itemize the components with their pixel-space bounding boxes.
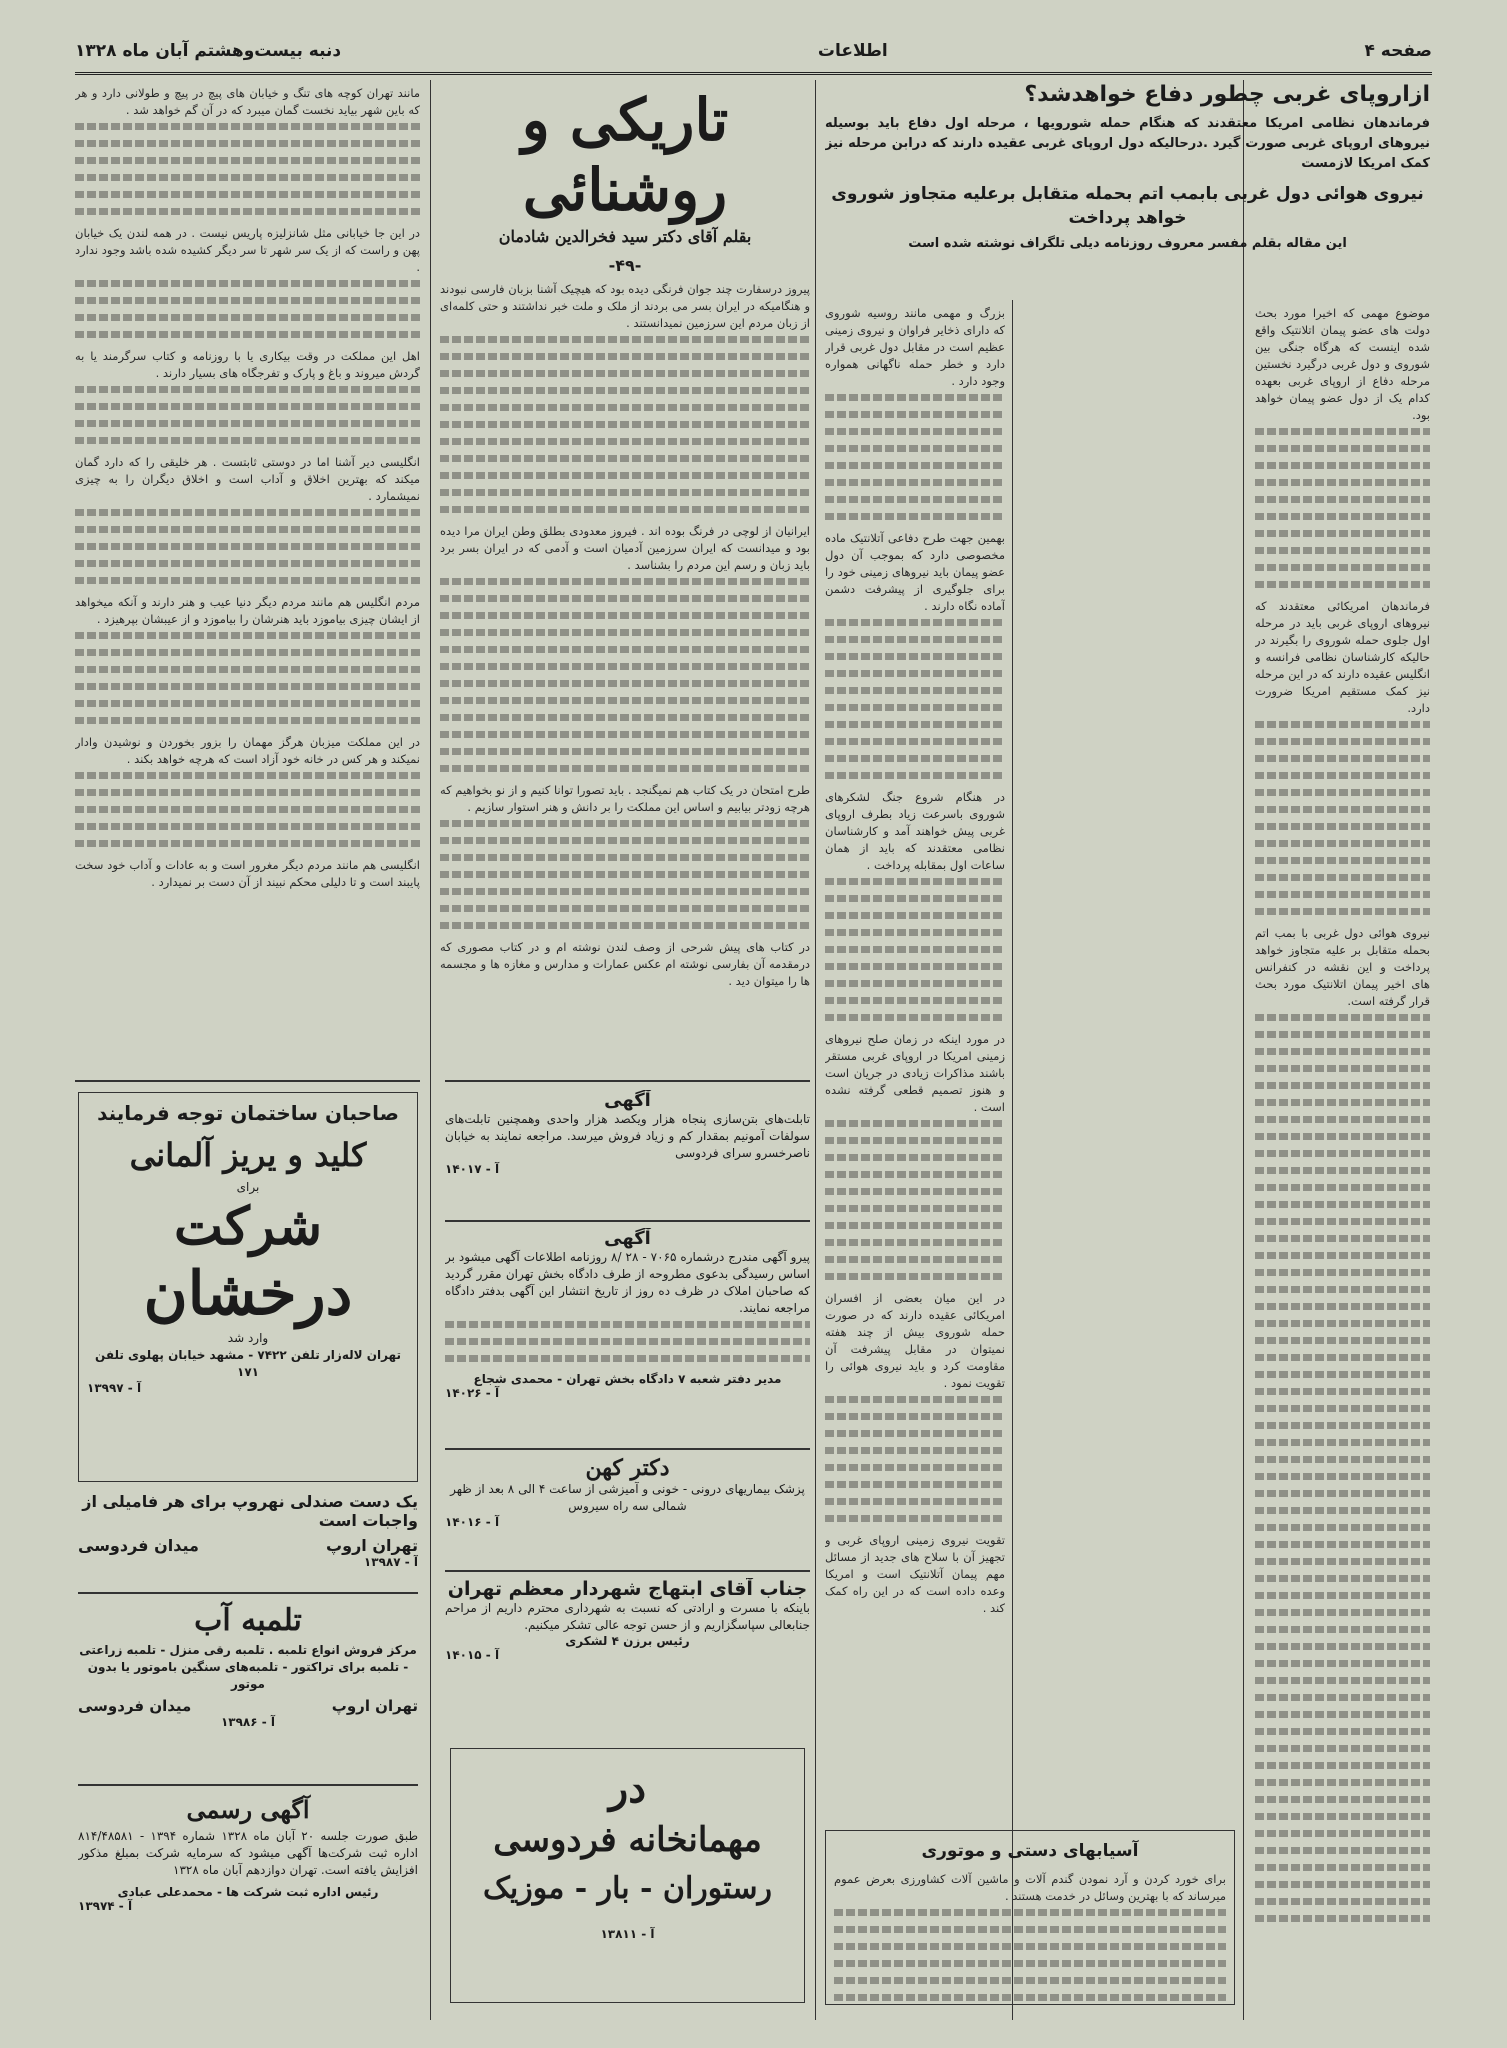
feature-text: برای خورد کردن و آرد نمودن گندم آلات و ماشین آلات کشاورزی بعرض عموم میرساند که با بهترین وسائل در خدمت هستند . (834, 1872, 1226, 1903)
middle-paragraph: در مورد اینکه در زمان صلح نیروهای زمینی امریکا در اروپای غربی مستقر باشند مذاکرات زیادی در جریان است و هنوز تصمیم قطعی گرفته نشده است . (825, 1032, 1005, 1114)
ad-line: مهمانخانه فردوسی (493, 1820, 762, 1860)
ad-code: آ - ۱۳۹۷۴ (78, 1899, 133, 1913)
lead-paragraph: فرماندهان امریکائی معتقدند که نیروهای اروپای غربی باید در مرحله اول جلوی حمله شوروی را بگیرند در حالیکه کارشناسان نظامی فرانسه و انگلیس عقیده دارند که در این مرحله نیز کمک مستقیم امریکا ضرورت دارد. (1255, 599, 1430, 715)
ad-code: آ - ۱۳۸۱۱ (600, 1927, 655, 1941)
ad-company-label: شرکت (173, 1196, 323, 1257)
london-paragraph: مردم انگلیس هم مانند مردم دیگر دنیا عیب و هنر دارند و آنکه میخواهد از ایشان چیزی بیاموزد باید هنرشان را بیاموزد و از عیبشان بپرهیزد . (75, 595, 420, 626)
serial-paragraph: طرح امتحان در یک کتاب هم نمیگنجد . باید تصورا توانا کنیم و از نو بخواهیم که هرچه زودتر بیابیم و اساس این مملکت را بر دانش و هنر استوار سازیم . (440, 783, 810, 814)
column-rule (1243, 80, 1244, 2020)
column-rule (430, 80, 431, 2020)
ad-code: آ - ۱۴۰۱۵ (445, 1648, 500, 1662)
ad-location: میدان فردوسی (78, 1536, 199, 1555)
ad-doctor (445, 1455, 810, 1565)
ad-for: برای (236, 1180, 260, 1194)
section-rule (78, 1592, 418, 1594)
middle-paragraph: در این میان بعضی از افسران امریکائی عقیده دارند که در صورت حمله شوروی بیش از چند هفته نمیتوان در مقابل پیشرفت آن مقاومت کرد و باید نیروی هوائی را تقویت نمود . (825, 1291, 1005, 1390)
lead-headline: ازاروپای غربی چطور دفاع خواهدشد؟ (1024, 82, 1430, 107)
lead-subhead: نیروی هوائی دول غربی بابمب اتم بحمله متقابل برعلیه متجاوز شوروی خواهد پرداخت (831, 184, 1424, 228)
ad-text: پیرو آگهی مندرج درشماره ۷۰۶۵ - ۲۸ /۸ روزنامه اطلاعات آگهی میشود بر اساس رسیدگی بدعوی مطروحه از طرف دادگاه بخش تهران مقرر گردید که صاحبان املاک در ظرف ده روز از تاریخ انتشار این آگهی بدفتر دادگاه مراجعه نمایند. (445, 1250, 810, 1315)
ad-title: دکتر کهن (585, 1455, 670, 1481)
ad-code: آ - ۱۴۰۲۶ (445, 1386, 500, 1400)
section-rule (445, 1570, 810, 1572)
masthead (75, 30, 1432, 75)
ad-code: آ - ۱۴۰۱۶ (445, 1515, 500, 1529)
text-filler (1255, 428, 1430, 588)
ad-water-pump (78, 1600, 418, 1778)
section-rule (445, 1448, 810, 1450)
ad-product: کلید و یریز آلمانی (129, 1136, 367, 1174)
serial-byline: بقلم آقای دکتر سید فخرالدین شادمان (498, 227, 752, 246)
text-filler (75, 509, 420, 584)
lead-paragraph: موضوع مهمی که اخیرا مورد بحث دولت های عضو پیمان اتلانتیک واقع شده اینست که هرگاه جنگی بین شوروی و دول غربی درگیرد نخستین مرحله دفاع از اروپای غربی بعهده کدام یک از دول عضو پیمان خواهد بود. (1255, 306, 1430, 422)
serial-paragraph: در کتاب های پیش شرحی از وصف لندن نوشته ام و در کتاب مصوری که درمقدمه آن بفارسی نوشته ام عکس عمارات و مدارس و مغازه ها و مجسمه ها را میتوان دید . (440, 940, 810, 988)
ad-address-row (78, 1536, 418, 1555)
paper-name: اطلاعات (817, 41, 888, 61)
section-rule (75, 1080, 420, 1082)
ad-title: جناب آقای ابتهاج شهردار معظم تهران (447, 1578, 808, 1600)
london-paragraph: مانند تهران کوچه های تنگ و خیابان های پیچ در پیچ و طولانی دارد و هر که باین شهر بیاید نخست گمان میبرد که در آن گم خواهد شد . (75, 86, 420, 117)
text-filler (825, 394, 1005, 520)
text-filler (75, 632, 420, 724)
issue-date: دنبه بیست‌وهشتم آبان ماه ۱۳۲۸ (75, 41, 342, 61)
feature-box (825, 1830, 1235, 2005)
text-filler (1255, 1014, 1430, 1922)
ad-code: آ - ۱۳۹۸۶ (220, 1715, 276, 1729)
ad-signature: مدیر دفتر شعبه ۷ دادگاه بخش تهران - محمدی شجاع (473, 1372, 782, 1386)
ad-title: آگهی رسمی (186, 1795, 310, 1824)
middle-article (825, 305, 1005, 2020)
serial-title: تاریکی و روشنائی (521, 86, 729, 224)
middle-paragraph: تقویت نیروی زمینی اروپای غربی و تجهیز آن با سلاح های جدید از مسائل مهم پیمان آتلانتیک است و امریکا وعده داده است که در این راه کمک کند . (825, 1533, 1005, 1615)
london-paragraph: اهل این مملکت در وقت بیکاری یا با روزنامه و کتاب سرگرمند یا به گردش میروند و باغ و پارک و تفرجگاه های بسیار دارند . (75, 349, 420, 380)
text-filler (445, 1321, 810, 1362)
serial-paragraph: ایرانیان از لوچی در فرنگ بوده اند . فیروز معدودی بطلق وطن ایران مرا دیده بود و میدانست که ایران سرزمین آدمیان است و آدمی که در ایران بسر برد باید زبان و رسم این مردم را بشناسد . (440, 524, 810, 572)
middle-paragraph: بهمین جهت طرح دفاعی آتلانتیک ماده مخصوصی دارد که بموجب آن دول عضو پیمان باید نیروهای زمینی خود را برای جلوگیری از پیشرفت دشمن آماده نگاه دارند . (825, 531, 1005, 613)
ad-title: تلمبه آب (194, 1603, 302, 1638)
text-filler (75, 772, 420, 847)
ad-title: آگهی (604, 1228, 651, 1249)
ad-signature: رئیس برزن ۴ لشکری (565, 1634, 690, 1648)
text-filler (75, 280, 420, 338)
middle-paragraph: بزرگ و مهمی مانند روسیه شوروی که دارای ذخایر فراوان و نیروی زمینی عظیم است در مقابل دول غربی قرار دارد و خطر حمله ناگهانی همواره وجود دارد . (825, 306, 1005, 388)
section-rule (78, 1784, 418, 1786)
text-filler (440, 820, 810, 929)
feature-title: آسیابهای دستی و موتوری (921, 1841, 1139, 1861)
middle-paragraph: در هنگام شروع جنگ لشکرهای شوروی باسرعت زیاد بطرف اروپای غربی پیش خواهند آمد و کارشناسان نظامی معتقدند که باید از همان ساعات اول بمقابله پرداخت . (825, 790, 1005, 872)
london-article (75, 85, 420, 1075)
text-filler (825, 878, 1005, 1021)
lead-article-header (825, 80, 1430, 295)
text-filler (1255, 721, 1430, 915)
text-filler (75, 123, 420, 215)
serial-article (440, 85, 810, 1075)
serial-part-number: -۴۹- (608, 256, 642, 275)
lead-deck: فرماندهان نظامی امریکا معتقدند که هنگام حمله شورویها ، مرحله اول دفاع باید بوسیله نیروهای اروپای غربی صورت گیرد .درحالیکه دول اروپای غربی عقیده دارند که درابن مرحله نیز کمک امریکا لازمست (825, 116, 1430, 171)
ad-line: در (608, 1765, 647, 1812)
ad-text: یک دست صندلی نهروپ برای هر فامیلی از واجبات است (82, 1492, 418, 1530)
ad-code: آ - ۱۳۹۸۷ (363, 1555, 418, 1569)
ad-location: تهران اروپ (331, 1697, 418, 1715)
text-filler (75, 386, 420, 444)
ad-tablet (445, 1090, 810, 1215)
ad-company-name: درخشان (143, 1259, 353, 1329)
london-paragraph: در این مملکت میزبان هرگز مهمان را بزور بخوردن و نوشیدن وادار نمیکند و هر کس در خانه خود آزاد است که هرچه خواهد بکند . (75, 735, 420, 766)
ad-line: رستوران - بار - موزیک (483, 1871, 772, 1906)
text-filler (834, 1909, 1226, 2001)
ad-signature: رئیس اداره ثبت شرکت ها - محمدعلی عبادی (117, 1885, 379, 1899)
text-filler (825, 1396, 1005, 1522)
text-filler (440, 336, 810, 513)
text-filler (825, 1120, 1005, 1280)
ad-derakhshan-company (78, 1092, 418, 1482)
ad-code: آ - ۱۳۹۹۷ (87, 1381, 142, 1395)
ad-title: آگهی (604, 1090, 651, 1111)
text-filler (440, 578, 810, 772)
text-filler (825, 619, 1005, 779)
column-rule (815, 80, 816, 2020)
ad-chairs (78, 1492, 418, 1587)
ad-text: مرکز فروش انواع تلمبه . تلمبه رقی منزل - تلمبه زراعتی - تلمبه برای تراکتور - تلمبه‌های سنگین باموتور یا بدون موتور (79, 1643, 417, 1691)
lead-article-body (1255, 305, 1430, 2020)
ad-address-row (78, 1697, 418, 1715)
lead-intro: این مقاله بقلم مفسر معروف روزنامه دیلی تلگراف نوشته شده است (908, 236, 1347, 251)
lead-paragraph: نیروی هوائی دول غربی با بمب اتم بحمله متقابل بر علیه متجاوز خواهد پرداخت و این نقشه در کنفرانس های اخیر پیمان اتلانتیک مورد بحث قرار گرفته است. (1255, 926, 1430, 1008)
ad-mayor-thanks (445, 1578, 810, 1738)
section-rule (445, 1220, 810, 1222)
ad-court-notice (445, 1228, 810, 1443)
london-paragraph: انگلیسی هم مانند مردم دیگر مغرور است و به عادات و آداب خود سخت پایبند است و تا دلیلی محکم نبیند از آن دست بر نمیدارد . (75, 858, 420, 889)
ad-text: تابلت‌های بتن‌سازی پنجاه هزار ویکصد هزار واحدی وهمچنین تابلت‌های سولفات آمونیم بمقدار کم و زیاد فروش میرسد. مراجعه نمایند به خیابان ناصرخسرو سرای فردوسی (445, 1112, 810, 1160)
ad-arrived: وارد شد (227, 1331, 269, 1345)
london-paragraph: انگلیسی دیر آشنا اما در دوستی ثابتست . هر خلیقی را که دارد گمان میکند که بهترین اخلاق و آداب است و اخلاق دیگران را به چیزی نمیشمارد . (75, 455, 420, 503)
ad-address: تهران لاله‌زار تلفن ۷۴۲۲ - مشهد خیابان پهلوی تلفن ۱۷۱ (95, 1348, 401, 1379)
page-number: صفحه ۴ (1364, 41, 1432, 61)
ad-code: آ - ۱۴۰۱۷ (445, 1162, 500, 1176)
ad-hotel-ferdowsi (450, 1748, 805, 2003)
serial-paragraph: پیروز درسفارت چند جوان فرنگی دیده بود که هیچیک آشنا بزبان فارسی نبودند و هنگامیکه در ایران بسر می بردند از ملک و ملت خبر نداشتند و حتی کلمه‌ای از زبان مردم این سرزمین نمیدانستند . (440, 282, 810, 330)
column-rule (1012, 300, 1013, 2020)
ad-location: میدان فردوسی (78, 1697, 192, 1715)
ad-text: طبق صورت جلسه ۲۰ آبان ماه ۱۳۲۸ شماره ۱۳۹۴ - ۸۱۴/۴۸۵۸۱ اداره ثبت شرکت‌ها آگهی میشود که سرمایه شرکت بمبلغ مذکور افزایش یافته است. تهران دوازدهم آبان ماه ۱۳۲۸ (78, 1829, 418, 1877)
section-rule (445, 1080, 810, 1082)
london-paragraph: در این جا خیابانی مثل شانزلیزه پاریس نیست . در همه لندن یک خیابان پهن و راست که از یک سر شهر تا سر دیگر کشیده شده باشد وجود ندارد . (75, 226, 420, 274)
ad-header: صاحبان ساختمان توجه فرمایند (97, 1101, 399, 1125)
ad-text: باینکه با مسرت و ارادتی که نسبت به شهرداری محترم داریم از مراحم جنابعالی سپاسگزاریم و از حسن توجه عالی تشکر میکنیم. (445, 1601, 810, 1632)
ad-location: تهران اروپ (326, 1536, 418, 1555)
ad-text: پزشک بیماریهای درونی - خونی و آمیزشی از ساعت ۴ الی ۸ بعد از ظهر شمالی سه راه سیروس (450, 1482, 805, 1513)
ad-official-notice (78, 1792, 418, 2007)
